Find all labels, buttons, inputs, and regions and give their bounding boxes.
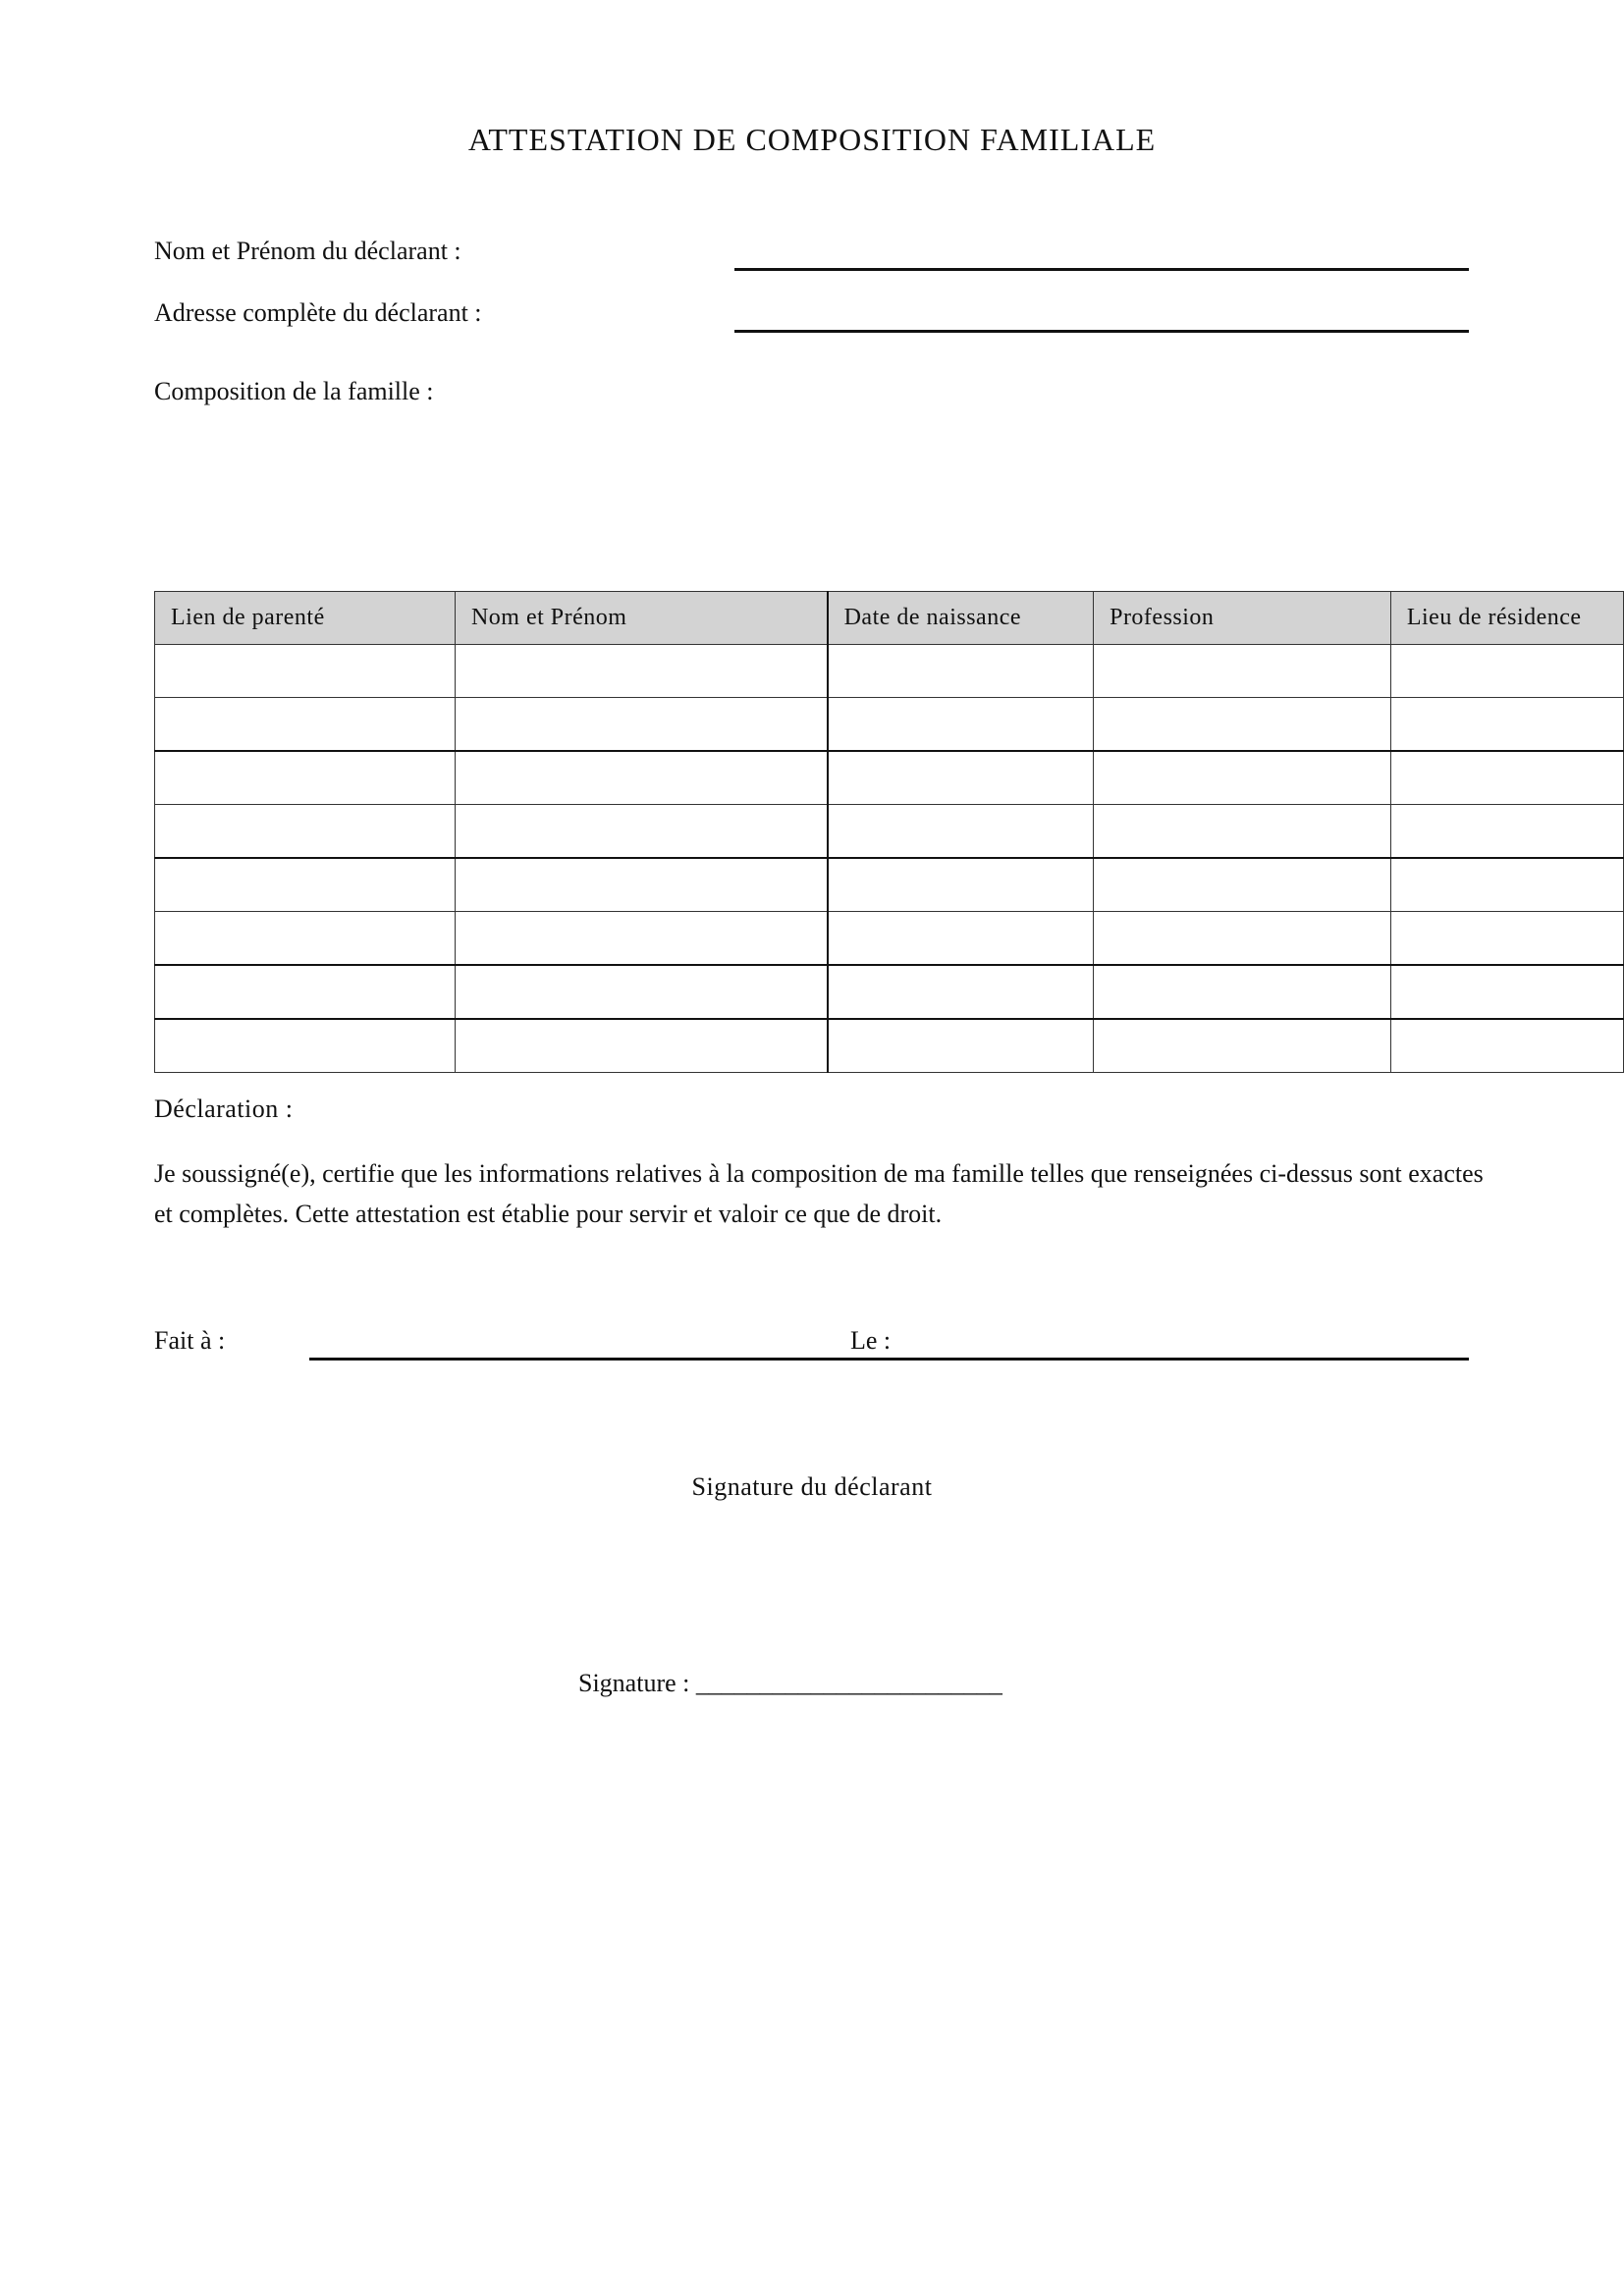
- table-cell[interactable]: [1390, 645, 1623, 698]
- table-cell[interactable]: [1094, 751, 1391, 805]
- table-cell[interactable]: [828, 751, 1094, 805]
- signature-heading: Signature du déclarant: [691, 1472, 933, 1501]
- table-row: [155, 912, 1624, 966]
- table-cell[interactable]: [1094, 698, 1391, 752]
- table-cell[interactable]: [1390, 751, 1623, 805]
- header-profession: Profession: [1094, 592, 1391, 645]
- table-cell[interactable]: [455, 698, 827, 752]
- document-title: ATTESTATION DE COMPOSITION FAMILIALE: [467, 122, 1157, 157]
- table-cell[interactable]: [828, 1019, 1094, 1073]
- table-cell[interactable]: [1390, 805, 1623, 859]
- table-cell[interactable]: [828, 805, 1094, 859]
- family-composition-table: [154, 591, 1624, 1073]
- place-date-line[interactable]: [309, 1358, 1469, 1361]
- declaration-text: Je soussigné(e), certifie que les informations relatives à la composition de ma famille telles que renseignées ci-dessus sont exactes et complètes. Cette attestation est établie pour servir et valoir ce que de droit.: [154, 1159, 1484, 1228]
- table-cell[interactable]: [1094, 965, 1391, 1019]
- table-cell[interactable]: [1094, 645, 1391, 698]
- table-row: [155, 698, 1624, 752]
- table-row: [155, 751, 1624, 805]
- table-cell[interactable]: [1390, 698, 1623, 752]
- table-cell[interactable]: [155, 858, 456, 912]
- table-cell[interactable]: [155, 805, 456, 859]
- declarant-address-label: Adresse complète du déclarant :: [154, 298, 482, 327]
- table-header-row: [155, 592, 1624, 645]
- table-cell[interactable]: [455, 912, 827, 966]
- table-cell[interactable]: [455, 1019, 827, 1073]
- signature-line[interactable]: Signature : ________________________: [578, 1669, 1002, 1697]
- table-cell[interactable]: [455, 645, 827, 698]
- table-cell[interactable]: [1390, 1019, 1623, 1073]
- header-lieu-de-residence: Lieu de résidence: [1390, 592, 1623, 645]
- table-cell[interactable]: [828, 858, 1094, 912]
- header-date-de-naissance: Date de naissance: [828, 592, 1094, 645]
- table-row: [155, 965, 1624, 1019]
- table-cell[interactable]: [828, 965, 1094, 1019]
- table-cell[interactable]: [828, 912, 1094, 966]
- table-cell[interactable]: [1390, 965, 1623, 1019]
- table-cell[interactable]: [1094, 858, 1391, 912]
- table-cell[interactable]: [155, 645, 456, 698]
- table-row: [155, 805, 1624, 859]
- table-cell[interactable]: [455, 805, 827, 859]
- date-label: Le :: [850, 1326, 892, 1355]
- table-cell[interactable]: [455, 858, 827, 912]
- declarant-name-line[interactable]: [734, 268, 1469, 271]
- table-cell[interactable]: [1094, 805, 1391, 859]
- table-cell[interactable]: [155, 1019, 456, 1073]
- declarant-name-label: Nom et Prénom du déclarant :: [154, 237, 461, 265]
- table-row: [155, 645, 1624, 698]
- table-cell[interactable]: [455, 965, 827, 1019]
- table-cell[interactable]: [155, 965, 456, 1019]
- table-cell[interactable]: [1390, 912, 1623, 966]
- table-cell[interactable]: [828, 698, 1094, 752]
- table-cell[interactable]: [155, 912, 456, 966]
- place-label: Fait à :: [154, 1326, 226, 1355]
- table-cell[interactable]: [1094, 912, 1391, 966]
- table-cell[interactable]: [1390, 858, 1623, 912]
- table-cell[interactable]: [1094, 1019, 1391, 1073]
- table-row: [155, 858, 1624, 912]
- table-row: [155, 1019, 1624, 1073]
- table-cell[interactable]: [155, 751, 456, 805]
- family-composition-label: Composition de la famille :: [154, 377, 434, 405]
- table-cell[interactable]: [155, 698, 456, 752]
- declaration-heading: Déclaration :: [154, 1095, 294, 1123]
- table-cell[interactable]: [455, 751, 827, 805]
- declarant-address-line[interactable]: [734, 330, 1469, 333]
- header-lien-de-parente: Lien de parenté: [155, 592, 456, 645]
- header-nom-et-prenom: Nom et Prénom: [455, 592, 827, 645]
- table-cell[interactable]: [828, 645, 1094, 698]
